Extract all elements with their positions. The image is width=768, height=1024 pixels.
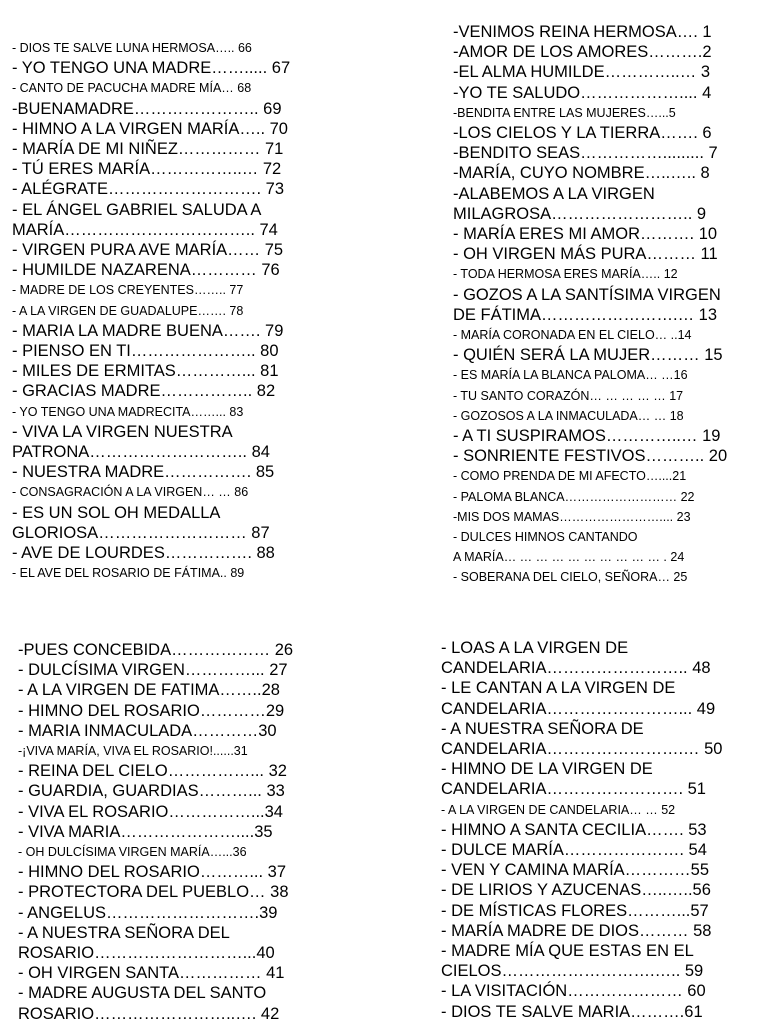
index-entry-line: - GRACIAS MADRE…………….. 82 <box>12 382 276 401</box>
index-entry-line: - MARÍA DE MI NIÑEZ…………… 71 <box>12 140 284 159</box>
index-entry-line: - HUMILDE NAZARENA………… 76 <box>12 261 280 280</box>
index-entry-line: -YO TE SALUDO……………….... 4 <box>453 83 712 102</box>
index-entry-line: - DE LIRIOS Y AZUCENAS…..…..56 <box>441 881 711 900</box>
index-entry-line: - A LA VIRGEN DE GUADALUPE……. 78 <box>12 303 244 318</box>
index-entry-line: - QUIÉN SERÁ LA MUJER……… 15 <box>453 346 723 365</box>
index-entry-line: - CONSAGRACIÓN A LA VIRGEN… … 86 <box>12 485 249 500</box>
index-entry-line: - OH DULCÍSIMA VIRGEN MARÍA…...36 <box>18 845 247 860</box>
index-entry-line: -PUES CONCEBIDA……………… 26 <box>18 641 294 659</box>
index-entry-line: MARÍA…………………………….. 74 <box>12 220 278 239</box>
index-entry-line: - ALÉGRATE………………………. 73 <box>12 180 284 199</box>
index-entry-line: - HIMNO DE LA VIRGEN DE <box>441 760 653 779</box>
index-entry-line: - YO TENGO UNA MADRE……..... 67 <box>12 59 291 78</box>
index-entry-line: - ES MARÍA LA BLANCA PALOMA… …16 <box>453 368 688 383</box>
index-entry-line: - NUESTRA MADRE……………. 85 <box>12 463 275 482</box>
index-entry-line: - A TI SUSPIRAMOS…………..… 19 <box>453 427 721 446</box>
index-entry-line: -MARÍA, CUYO NOMBRE…..….. 8 <box>453 164 710 183</box>
index-entry-line: - SOBERANA DEL CIELO, SEÑORA… 25 <box>453 570 688 585</box>
index-entry-line: CANDELARIA…………………….. 48 <box>441 659 711 678</box>
index-entry-line: - VIVA LA VIRGEN NUESTRA <box>12 422 233 441</box>
index-entry-line: - DULCÍSIMA VIRGEN…………... 27 <box>18 661 288 680</box>
index-entry-line: - SONRIENTE FESTIVOS……….. 20 <box>453 447 728 466</box>
index-entry-line: - A NUESTRA SEÑORA DEL <box>18 923 230 942</box>
index-entry-line: -BENDITO SEAS……………......... 7 <box>453 144 718 163</box>
index-column-bottom-left <box>18 640 308 1024</box>
index-entry-line: - MADRE AUGUSTA DEL SANTO <box>18 984 267 1003</box>
index-entry-line: - TU SANTO CORAZÓN… … … … … 17 <box>453 388 684 403</box>
index-entry-line: - LOAS A LA VIRGEN DE <box>441 639 629 657</box>
index-entry-line: CANDELARIA……………………. 51 <box>441 780 706 799</box>
index-entry-line: - HIMNO A LA VIRGEN MARÍA….. 70 <box>12 119 288 138</box>
index-entry-line: - LA VISITACIÓN………………… 60 <box>441 982 706 1001</box>
index-entry-line: - OH VIRGEN SANTA…………… 41 <box>18 964 285 983</box>
index-entry-line: - ANGELUS……………………….39 <box>18 903 278 922</box>
index-entry-line: - A LA VIRGEN DE CANDELARIA… … 52 <box>441 802 676 817</box>
index-entry-line: - OH VIRGEN MÁS PURA……… 11 <box>453 245 718 264</box>
index-column-top-left <box>12 38 312 583</box>
index-entry-line: - TÚ ERES MARÍA……………..… 72 <box>12 160 282 179</box>
index-column-bottom-right <box>441 638 731 1022</box>
index-entry-line: - HIMNO DEL ROSARIO…………29 <box>18 701 285 720</box>
index-entry-line: DE FÁTIMA…………………….… 13 <box>453 305 718 324</box>
index-entry-line: - EL AVE DEL ROSARIO DE FÁTIMA.. 89 <box>12 566 245 581</box>
index-entry-line: -LOS CIELOS Y LA TIERRA……. 6 <box>453 124 712 143</box>
index-entry-line: - YO TENGO UNA MADRECITA……... 83 <box>12 404 244 419</box>
index-entry-line: - MADRE MÍA QUE ESTAS EN EL <box>441 942 694 961</box>
index-entry-line: - DULCES HIMNOS CANTANDO <box>453 530 638 545</box>
index-entry-line: - EL ÁNGEL GABRIEL SALUDA A <box>12 200 262 219</box>
index-entry-line: MILAGROSA…………………….. 9 <box>453 204 707 223</box>
index-entry-line: - VIVA EL ROSARIO……………...34 <box>18 802 283 821</box>
index-entry-line: - GOZOSOS A LA INMACULADA… … 18 <box>453 408 684 423</box>
index-entry-line: CANDELARIA……………………... 49 <box>441 699 716 718</box>
index-entry-line: A MARÍA… … … … … … … … … … . 24 <box>453 550 685 565</box>
index-entry-line: CIELOS……………………….….. 59 <box>441 962 704 981</box>
index-entry-line: - DULCE MARÍA…………………. 54 <box>441 841 707 860</box>
index-entry-line: - CANTO DE PACUCHA MADRE MÍA… 68 <box>12 81 252 96</box>
index-entry-line: - HIMNO A SANTA CECILIA……. 53 <box>441 820 707 839</box>
index-entry-line: PATRONA……………………….. 84 <box>12 443 270 462</box>
index-entry-line: - GUARDIA, GUARDIAS………... 33 <box>18 782 285 801</box>
index-entry-line: -¡VIVA MARÍA, VIVA EL ROSARIO!......31 <box>18 744 248 759</box>
index-entry-line: - MARÍA MADRE DE DIOS……… 58 <box>441 921 712 940</box>
index-entry-line: - DE MÍSTICAS FLORES………...57 <box>441 901 709 920</box>
index-entry-line: -BUENAMADRE………………….. 69 <box>12 99 282 118</box>
index-entry-line: - AVE DE LOURDES……………. 88 <box>12 544 275 563</box>
index-entry-line: - PIENSO EN TI………………….. 80 <box>12 342 279 361</box>
index-entry-line: - MARIA LA MADRE BUENA……. 79 <box>12 321 284 340</box>
index-entry-line: - DIOS TE SALVE LUNA HERMOSA….. 66 <box>12 41 252 55</box>
index-entry-line: - COMO PRENDA DE MI AFECTO…....21 <box>453 469 687 484</box>
index-entry-line: - MILES DE ERMITAS…………... 81 <box>12 362 279 381</box>
index-entry-line: -VENIMOS REINA HERMOSA…. 1 <box>453 23 712 41</box>
index-entry-line: -ALABEMOS A LA VIRGEN <box>453 184 655 203</box>
index-entry-line: - LE CANTAN A LA VIRGEN DE <box>441 679 676 698</box>
index-entry-line: ROSARIO………………………...40 <box>18 944 275 963</box>
index-entry-line: - MARÍA ERES MI AMOR………. 10 <box>453 225 718 244</box>
index-entry-line: - ES UN SOL OH MEDALLA <box>12 503 221 522</box>
index-entry-line: -BENDITA ENTRE LAS MUJERES…...5 <box>453 105 676 120</box>
index-entry-line: - REINA DEL CIELO……………... 32 <box>18 762 287 781</box>
index-entry-line: - PROTECTORA DEL PUEBLO… 38 <box>18 883 289 902</box>
index-entry-line: - MARIA INMACULADA…………30 <box>18 721 277 740</box>
index-entry-line: - MARÍA CORONADA EN EL CIELO… ..14 <box>453 328 692 343</box>
index-entry-line: GLORIOSA……………………… 87 <box>12 523 270 542</box>
index-entry-line: - HIMNO DEL ROSARIO………... 37 <box>18 863 287 882</box>
index-entry-line: -MIS DOS MAMAS…………………….... 23 <box>453 509 691 524</box>
index-entry-line: CANDELARIA…………………….… 50 <box>441 740 723 759</box>
index-entry-line: - VEN Y CAMINA MARÍA…………55 <box>441 861 710 880</box>
index-entry-line: - TODA HERMOSA ERES MARÍA….. 12 <box>453 267 678 282</box>
index-column-top-right <box>453 22 744 588</box>
index-entry-line: - A NUESTRA SEÑORA DE <box>441 719 644 738</box>
index-entry-line: ROSARIO……………………..…. 42 <box>18 1004 280 1023</box>
index-entry-line: -AMOR DE LOS AMORES……….2 <box>453 43 712 62</box>
index-entry-line: - GOZOS A LA SANTÍSIMA VIRGEN <box>453 285 721 304</box>
index-entry-line: - VIRGEN PURA AVE MARÍA…… 75 <box>12 241 284 260</box>
index-entry-line: - MADRE DE LOS CREYENTES…….. 77 <box>12 283 244 298</box>
index-entry-line: - A LA VIRGEN DE FATIMA……..28 <box>18 681 280 700</box>
index-entry-line: -EL ALMA HUMILDE…………..… 3 <box>453 63 711 82</box>
index-entry-line: - PALOMA BLANCA……………………… 22 <box>453 489 695 504</box>
index-entry-line: - DIOS TE SALVE MARIA……….61 <box>441 1002 703 1021</box>
index-entry-line: - VIVA MARIA…………………....35 <box>18 822 273 841</box>
